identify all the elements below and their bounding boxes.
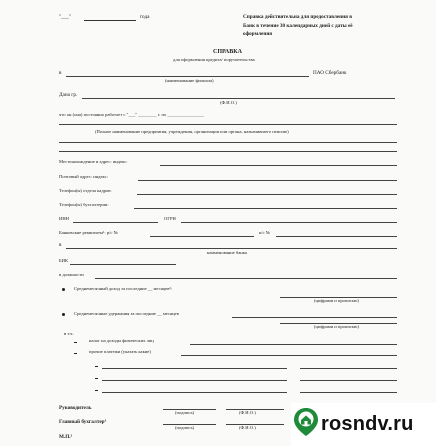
position-line	[95, 278, 397, 279]
date-prefix: "___"	[59, 14, 72, 20]
document-subtitle: для оформления кредита/ поручительства	[173, 57, 255, 62]
other-item-dash-1	[95, 366, 98, 367]
other-dash	[74, 353, 77, 354]
bank-name: ПАО Сбербанк	[313, 70, 347, 76]
document-title: СПРАВКА	[213, 49, 242, 55]
bank-details-label: Банковские реквизиты¹: р/с №	[59, 230, 118, 235]
branch-caption: (наименование филиала)	[165, 78, 214, 83]
accountant-fio-caption: (Ф.И.О.)	[239, 425, 256, 430]
accounting-phone-label: Телефон(ы) бухгалтерии:	[59, 202, 109, 207]
avg-income-caption: (цифрами и прописью)	[314, 298, 359, 303]
deductions-bullet	[62, 313, 65, 316]
account-line	[150, 236, 254, 237]
inn-line	[73, 222, 158, 223]
to-prefix: в	[59, 70, 62, 76]
income-bullet	[62, 288, 65, 291]
watermark-text: rosndv.ru	[321, 413, 414, 435]
house-pin-icon	[293, 407, 319, 442]
income-tax-line	[190, 344, 397, 345]
inn-label: ИНН	[59, 216, 69, 221]
corr-account-line	[276, 236, 397, 237]
validity-note-line3: оформления	[243, 31, 273, 37]
employer-line-2	[59, 142, 397, 143]
other-item-dash-3	[95, 390, 98, 391]
employer-line-3	[59, 151, 397, 152]
validity-note-line2: Банк в течение 30 календарных дней с даты её	[243, 23, 353, 29]
income-tax-label: налог на доходы физических лиц	[89, 338, 154, 343]
head-fio-caption: (Ф.И.О.)	[239, 410, 256, 415]
other-item-amount-1	[300, 368, 397, 369]
issued-to-line	[82, 98, 395, 99]
corr-account-label: к/с №	[259, 230, 271, 235]
avg-income-label: Среднемесячный доход за последние __ месяцев²:	[74, 286, 173, 291]
accounting-phone-line	[134, 208, 397, 209]
position-label: в должности	[59, 272, 84, 277]
bank-name-caption: наименование банка	[207, 250, 247, 255]
issued-to-label: Дана гр.	[59, 92, 78, 98]
branch-line	[66, 76, 309, 77]
bank-name-line	[66, 248, 397, 249]
employer-line	[59, 124, 397, 125]
other-payments-label: прочие платежи (указать какие)	[89, 349, 151, 354]
ogrn-line	[181, 222, 397, 223]
fio-caption: (Ф.И.О.)	[220, 100, 237, 105]
watermark	[291, 403, 436, 446]
head-label: Руководитель	[59, 405, 92, 411]
postal-address-label: Почтовый адрес: индекс:	[59, 174, 108, 179]
head-signature-caption: (подпись)	[175, 410, 195, 415]
accountant-signature-caption: (подпись)	[175, 425, 195, 430]
other-item-line-2	[102, 380, 287, 381]
hr-phone-line	[137, 194, 397, 195]
avg-deductions-line	[232, 317, 397, 318]
employer-caption: (Полное наименование предприятия, учреждения, организации или органа, назначившего пенсию)	[95, 129, 289, 134]
other-item-amount-3	[300, 392, 397, 393]
bik-label: БИК	[59, 258, 69, 263]
date-suffix: года	[140, 14, 150, 20]
legal-address-label: Местонахождение и адрес: индекс:	[59, 159, 128, 164]
date-month-line	[84, 20, 136, 21]
other-item-line-3	[102, 392, 287, 393]
validity-note-line1: Справка действительна для предоставления в	[243, 14, 353, 20]
avg-deductions-caption: (цифрами и прописью)	[314, 324, 359, 329]
in-bank-prefix: в	[59, 242, 62, 248]
other-item-amount-2	[300, 380, 397, 381]
ogrn-label: ОГРН	[164, 216, 176, 221]
incl-label: в т.ч.	[64, 331, 74, 336]
postal-address-line	[138, 180, 397, 181]
other-item-dash-2	[95, 378, 98, 379]
legal-address-line	[160, 165, 397, 166]
tax-dash	[74, 342, 77, 343]
chief-accountant-label: Главный бухгалтер³	[59, 419, 107, 425]
other-item-line-1	[102, 368, 287, 369]
other-payments-line	[181, 355, 397, 356]
stamp-label: М.П.³	[59, 434, 73, 440]
bik-line	[70, 264, 176, 265]
avg-deductions-label: Среднемесячные удержания за последние __ месяцев	[74, 311, 179, 316]
hr-phone-label: Телефон(ы) отдела кадров:	[59, 188, 112, 193]
employment-text: что он (она) постоянно работает с "___" ________ г. по ________________	[59, 112, 205, 117]
